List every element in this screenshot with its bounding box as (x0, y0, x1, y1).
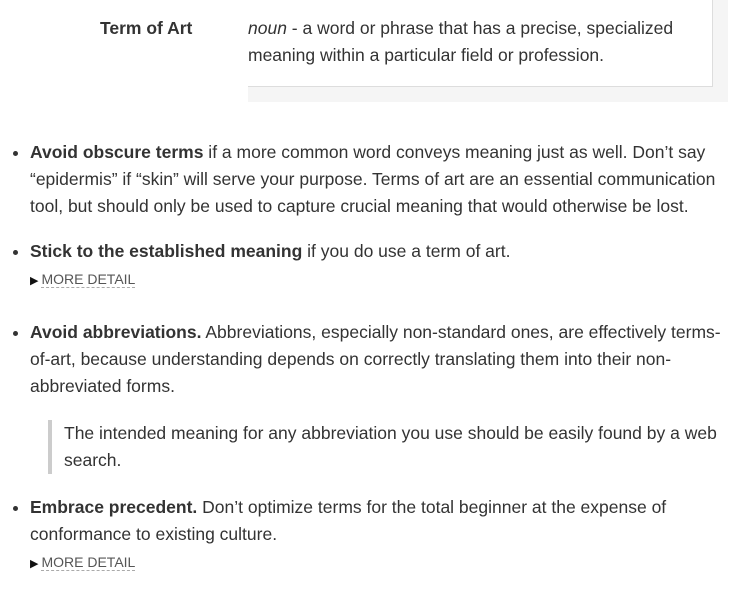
more-detail-link[interactable]: MORE DETAIL (41, 271, 136, 287)
item-heading: Avoid abbreviations. (30, 322, 202, 342)
item-text: if a more common word conveys meaning just as well. Don’t say “epidermis” if “skin” will serve your purpose. Terms of art are an essential communication tool, but should only be used to capture crucial meaning that would otherwise be lost. (30, 142, 716, 216)
definition-box (248, 0, 713, 87)
list-item (30, 494, 730, 574)
item-heading: Avoid obscure terms (30, 142, 204, 162)
triangle-right-icon: ▶ (30, 558, 39, 570)
part-of-speech: noun (248, 18, 287, 38)
item-heading: Embrace precedent. (30, 497, 198, 517)
more-detail-link[interactable]: MORE DETAIL (41, 554, 136, 570)
more-detail-toggle[interactable] (30, 269, 730, 291)
item-text: if you do use a term of art. (302, 241, 511, 261)
more-detail-toggle[interactable] (30, 552, 730, 574)
item-text: Abbreviations, especially non-standard ones, are effectively terms-of-art, because understanding depends on correctly translating them into their non-abbreviated forms. (30, 322, 721, 396)
definition-term: Term of Art (100, 18, 193, 38)
triangle-right-icon: ▶ (30, 275, 39, 287)
list-item (30, 319, 730, 474)
list-item (30, 238, 730, 291)
item-text: Don’t optimize terms for the total beginner at the expense of conformance to existing culture. (30, 497, 667, 544)
guidelines-list (0, 139, 730, 592)
definition-text: - a word or phrase that has a precise, specialized meaning within a particular field or profession. (248, 18, 674, 65)
list-item (30, 139, 730, 220)
blockquote: The intended meaning for any abbreviation you use should be easily found by a web search. (48, 420, 730, 474)
item-heading: Stick to the established meaning (30, 241, 303, 261)
